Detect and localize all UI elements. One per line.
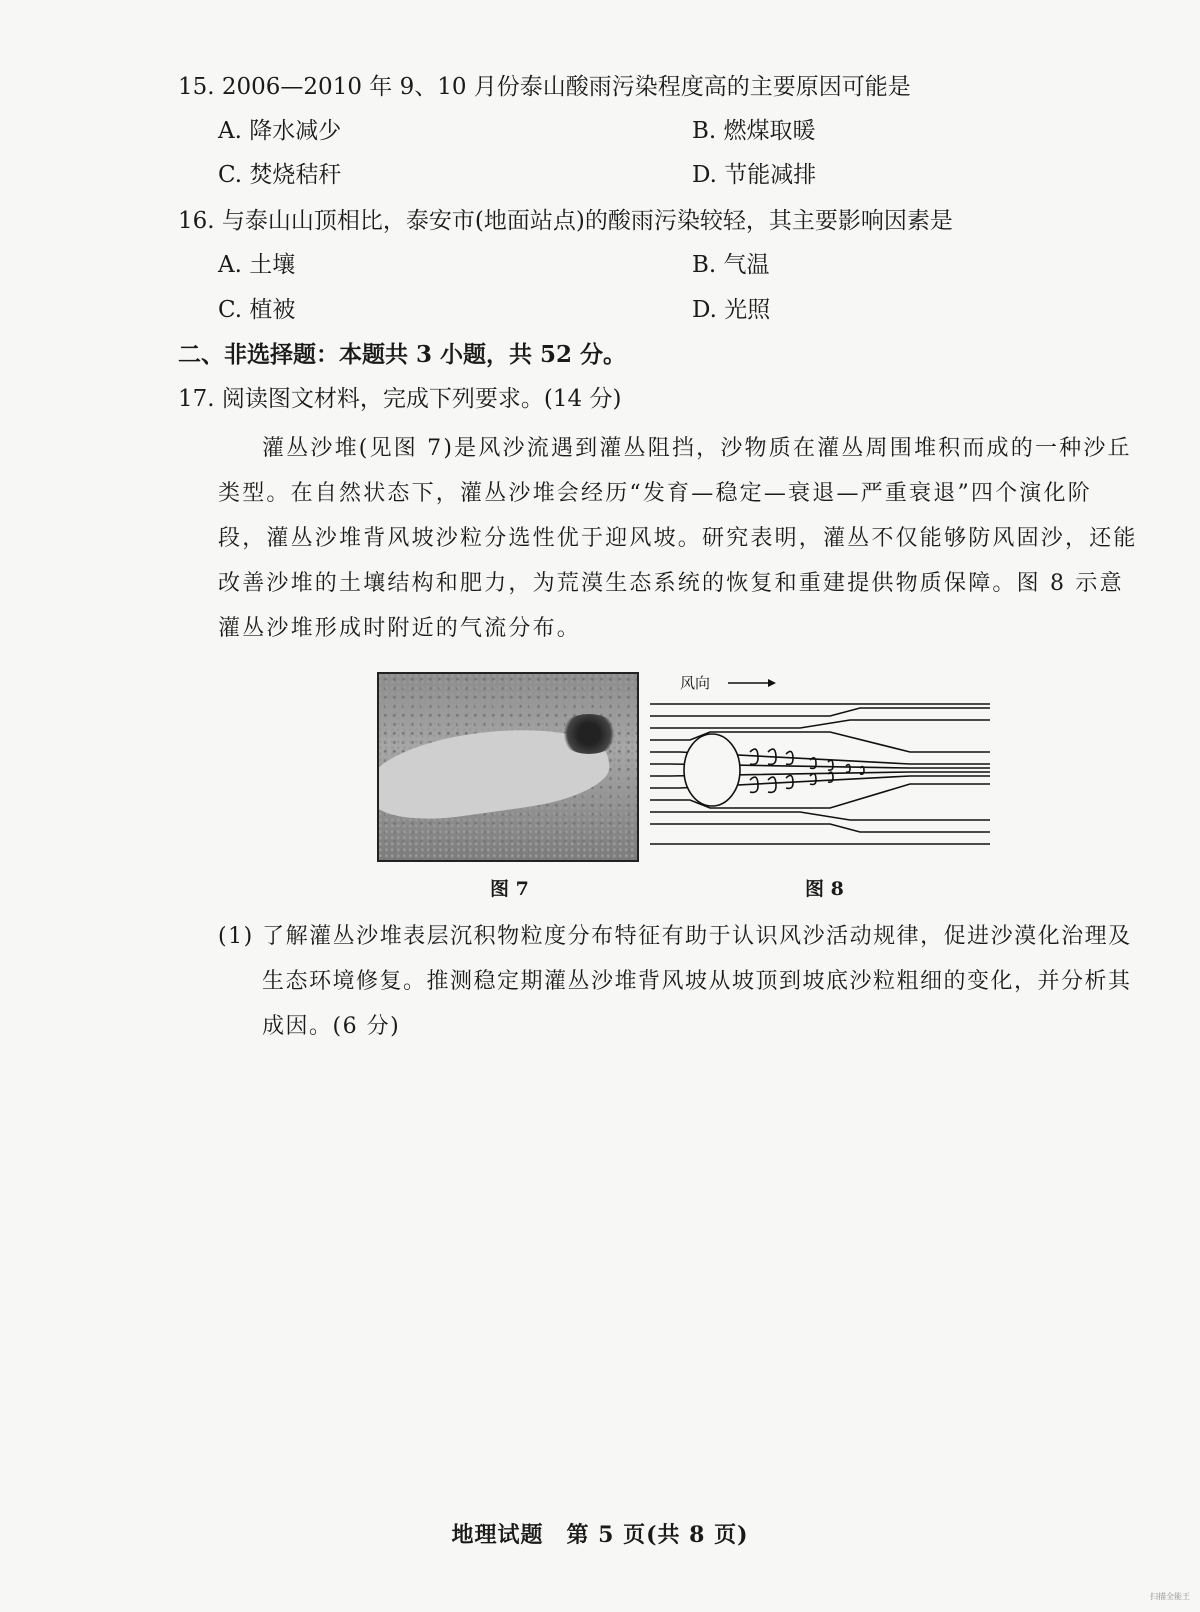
section-2-heading: 二、非选择题：本题共 3 小题，共 52 分。 — [178, 341, 627, 368]
question-17-material: 灌丛沙堆(见图 7)是风沙流遇到灌丛阻挡，沙物质在灌丛周围堆积而成的一种沙丘类型。在自然状态下，灌丛沙堆会经历“发育—稳定—衰退—严重衰退”四个演化阶段，灌丛沙堆背风坡沙粒分选性优于迎风坡。研究表明，灌丛不仅能够防风固沙，还能改善沙堆的土壤结构和肥力，为荒漠生态系统的恢复和重建提供物质保障。图 8 示意灌丛沙堆形成时附近的气流分布。 — [218, 436, 1138, 641]
question-16-stem: 16. 与泰山山顶相比，泰安市(地面站点)的酸雨污染较轻，其主要影响因素是 — [178, 208, 953, 234]
question-15-stem: 15. 2006—2010 年 9、10 月份泰山酸雨污染程度高的主要原因可能是 — [178, 74, 911, 100]
shrub-shape — [559, 714, 619, 754]
wind-arrow-head — [768, 679, 776, 687]
question-17-sub-1 — [218, 914, 1148, 1049]
page-footer: 地理试题 第 5 页(共 8 页) — [451, 1522, 749, 1548]
question-16-option-a: A. 土壤 — [218, 252, 296, 278]
question-16-option-c: C. 植被 — [218, 297, 296, 323]
question-15-option-a: A. 降水减少 — [218, 118, 342, 144]
figure-7-photo — [377, 672, 639, 862]
figure-8-caption: 图 8 — [805, 878, 844, 900]
question-17-sub-1-head: (1) 了解灌丛沙堆表层沉积物粒度分布特征有助于认识风沙活动规律，促进沙漠化治理及 — [218, 924, 1132, 949]
question-16-option-b: B. 气温 — [692, 252, 770, 278]
wind-direction-label: 风向 — [680, 674, 711, 692]
scanner-watermark: 扫描全能王 — [1150, 1592, 1190, 1601]
question-17-stem: 17. 阅读图文材料，完成下列要求。(14 分) — [178, 386, 622, 412]
question-17-sub-1-rest: 生态环境修复。推测稳定期灌丛沙堆背风坡从坡顶到坡底沙粒粗细的变化，并分析其成因。(6 分) — [262, 969, 1132, 1039]
figure-7-caption: 图 7 — [490, 878, 529, 900]
question-15-option-d: D. 节能减排 — [692, 162, 817, 188]
question-16-option-d: D. 光照 — [692, 297, 771, 323]
question-15-option-b: B. 燃煤取暖 — [692, 118, 816, 144]
question-15-option-c: C. 焚烧秸秆 — [218, 162, 342, 188]
figure-8-airflow-diagram — [650, 672, 990, 862]
